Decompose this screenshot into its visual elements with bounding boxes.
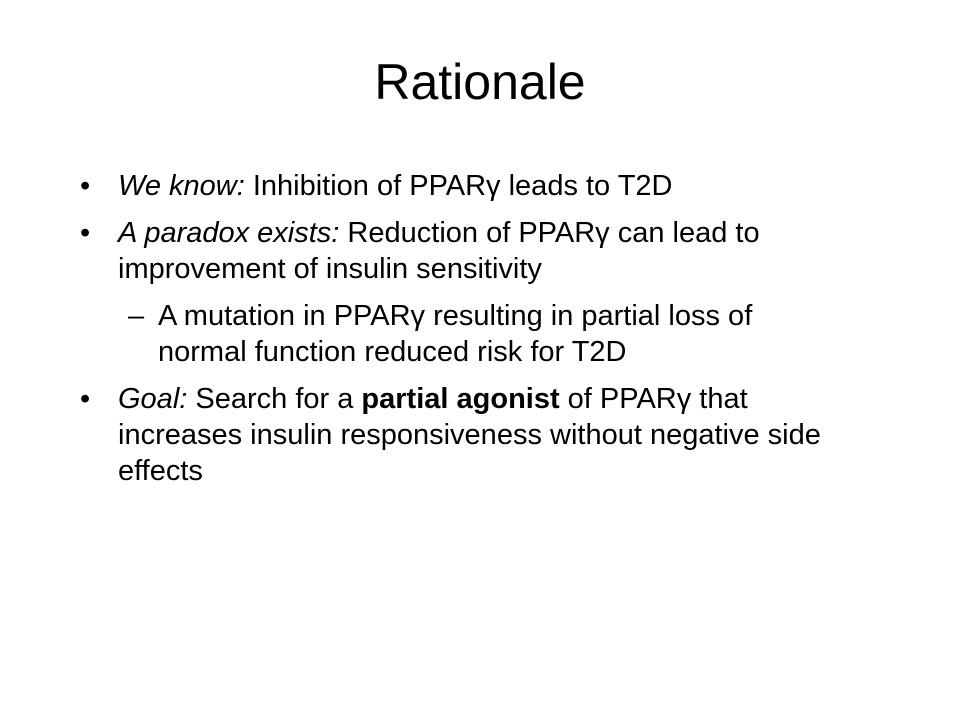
bullet-lead-goal: Goal: xyxy=(118,383,188,415)
bullet-lead-we-know: We know: xyxy=(118,170,245,202)
slide-title: Rationale xyxy=(374,54,586,110)
bullet-paradox xyxy=(0,215,878,287)
bullet-goal xyxy=(0,381,878,489)
bullet-lead-paradox: A paradox exists: xyxy=(118,217,340,249)
slide-body xyxy=(0,168,960,489)
bullet-marker: • xyxy=(80,383,91,415)
bullet-marker: • xyxy=(80,217,91,249)
bullet-text-we-know: Inhibition of PPARγ leads to T2D xyxy=(244,170,673,202)
bullet-text-paradox: Reduction of PPARγ can lead to improvement of insulin sensitivity xyxy=(118,217,760,285)
sub-bullet-text-mutation: A mutation in PPARγ resulting in partial loss of normal function reduced risk for T2D xyxy=(158,300,753,368)
bullet-strong-partial-agonist: partial agonist xyxy=(361,383,560,415)
bullet-text-goal-before: Search for a xyxy=(187,383,362,415)
bullet-text-goal-after: of PPARγ that increases insulin responsiveness without negative side effects xyxy=(118,383,821,487)
bullet-we-know xyxy=(0,168,878,204)
bullet-marker: • xyxy=(80,170,91,202)
sub-bullet-marker: – xyxy=(128,300,145,332)
sub-bullet-mutation xyxy=(0,298,838,370)
